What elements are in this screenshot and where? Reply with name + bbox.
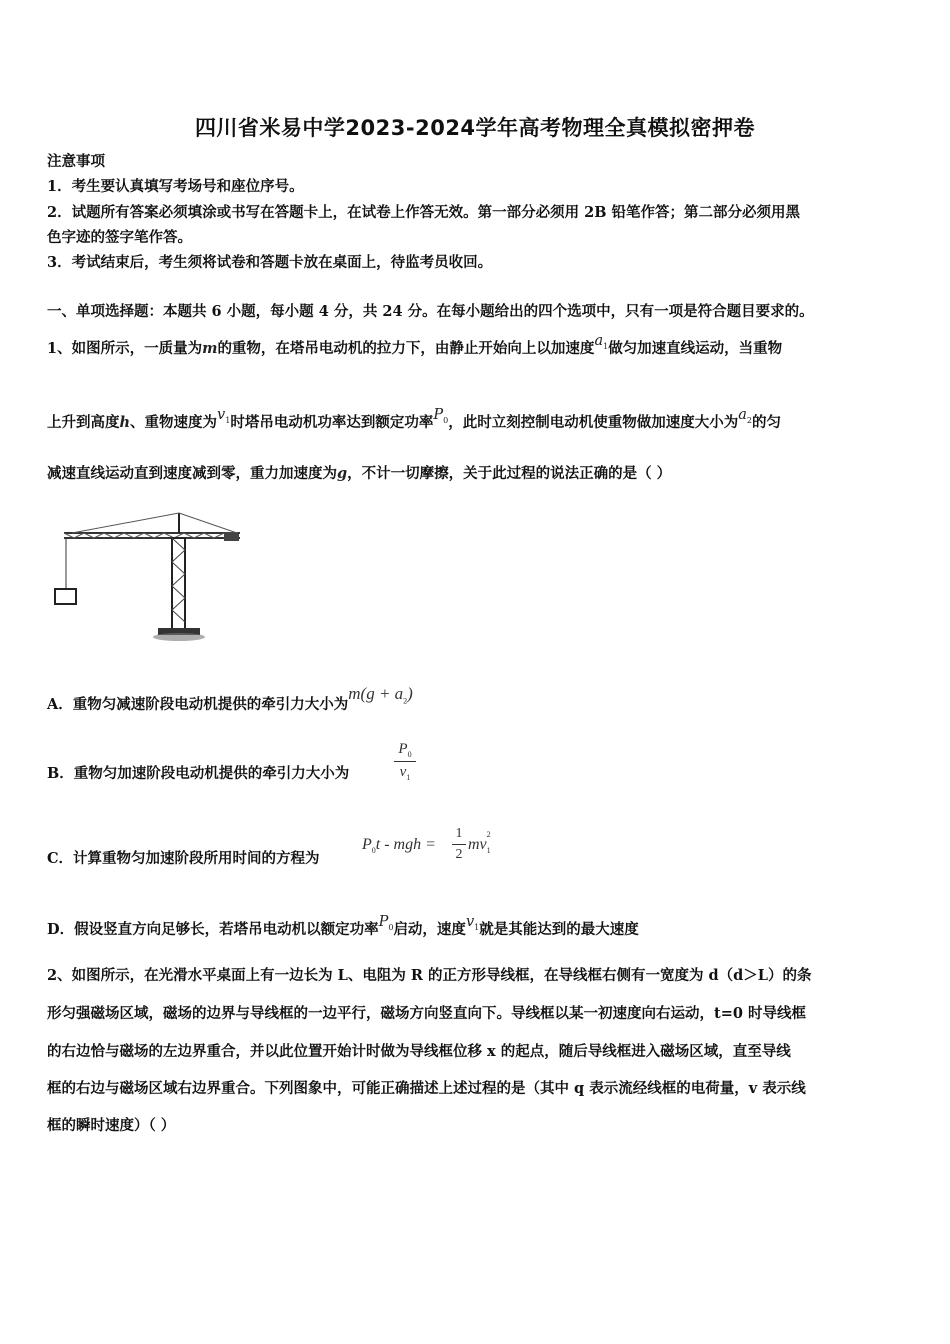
q1-option-c-half: 1 2 [452, 826, 466, 863]
q1-option-c-formula: $P_0t$ - mgh = [362, 836, 436, 856]
q2-line-3: 的右边恰与磁场的左边界重合，并以此位置开始计时做为导线框位移 x 的起点，随后导线框进入磁场区域，直至导线 [47, 1043, 791, 1060]
tower-crane-illustration [52, 508, 247, 643]
q1-option-c-right: mv 2 $_1$ [468, 830, 491, 856]
q1-option-b: B．重物匀加速阶段电动机提供的牵引力大小为 [47, 765, 350, 782]
q1-option-d: D．假设竖直方向足够长，若塔吊电动机以额定功率$P_0$启动，速度$v_1$就是其能达到的最大速度 [47, 914, 639, 938]
notice-item-2: 2．试题所有答案必须填涂或书写在答题卡上，在试卷上作答无效。第一部分必须用 2B 铅笔作答；第二部分必须用黑 [47, 204, 801, 221]
q1-option-a: A．重物匀减速阶段电动机提供的牵引力大小为$m(g + a_2)$ [47, 684, 413, 713]
q1-option-c: C．计算重物匀加速阶段所用时间的方程为 [47, 850, 320, 867]
q1-line-2: 上升到高度h、重物速度为$v_1$时塔吊电动机功率达到额定功率$P_0$，此时立刻控制电动机使重物做加速度大小为$a_2$的匀 [47, 407, 781, 431]
q1-option-b-fraction: $P_0$ $v_1$ [394, 741, 416, 782]
q1-line-1: 1、如图所示，一质量为m的重物，在塔吊电动机的拉力下，由静止开始向上以加速度$a_1$做匀加速直线运动，当重物 [47, 333, 783, 357]
section-heading: 一、单项选择题：本题共 6 小题，每小题 4 分，共 24 分。在每小题给出的四个选项中，只有一项是符合题目要求的。 [47, 303, 814, 320]
q2-line-2: 形匀强磁场区域，磁场的边界与导线框的一边平行，磁场方向竖直向下。导线框以某一初速度向右运动，t=0 时导线框 [47, 1005, 806, 1022]
notice-item-2-cont: 色字迹的签字笔作答。 [47, 229, 192, 246]
q1-line-3: 减速直线运动直到速度减到零，重力加速度为g，不计一切摩擦，关于此过程的说法正确的是（ ） [47, 465, 672, 482]
page-title: 四川省米易中学2023-2024学年高考物理全真模拟密押卷 [194, 116, 756, 140]
q2-line-5: 框的瞬时速度）（ ） [47, 1117, 176, 1134]
q2-line-4: 框的右边与磁场区域右边界重合。下列图象中，可能正确描述上述过程的是（其中 q 表示流经线框的电荷量，v 表示线 [47, 1080, 806, 1097]
notice-item-1: 1．考生要认真填写考场号和座位序号。 [47, 178, 304, 195]
q2-line-1: 2、如图所示，在光滑水平桌面上有一边长为 L、电阻为 R 的正方形导线框，在导线框右侧有一宽度为 d（d＞L）的条 [47, 967, 812, 984]
notice-heading: 注意事项 [47, 153, 105, 170]
notice-item-3: 3．考试结束后，考生须将试卷和答题卡放在桌面上，待监考员收回。 [47, 254, 493, 271]
